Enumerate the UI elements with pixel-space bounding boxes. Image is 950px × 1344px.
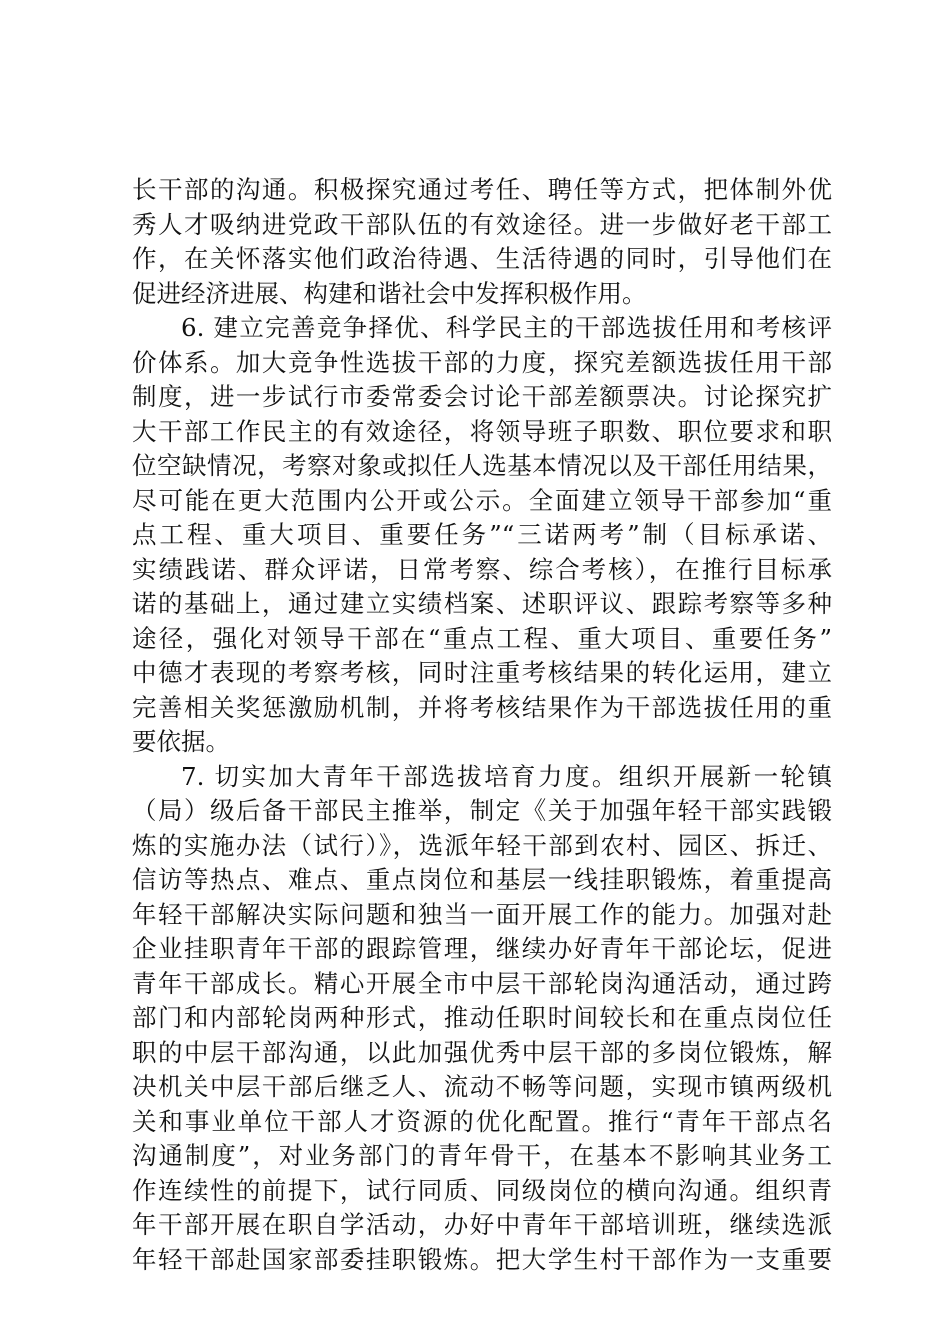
text-line: 企业挂职青年干部的跟踪管理，继续办好青年干部论坛，促进: [132, 934, 832, 963]
paragraph-7: [132, 760, 832, 1278]
text-line: 年干部开展在职自学活动，办好中青年干部培训班，继续选派: [132, 1210, 832, 1239]
text-line: 中德才表现的考察考核，同时注重考核结果的转化运用，建立: [132, 658, 832, 687]
text-line: 诺的基础上，通过建立实绩档案、述职评议、跟踪考察等多种: [132, 589, 832, 618]
text-line: 信访等热点、难点、重点岗位和基层一线挂职锻炼，着重提高: [132, 865, 832, 894]
text-line: 要依据。: [132, 727, 230, 756]
text-line: 价体系。加大竞争性选拔干部的力度，探究差额选拔任用干部: [132, 347, 832, 377]
text-line: 促进经济进展、构建和谐社会中发挥积极作用。: [132, 278, 647, 308]
text-line: 决机关中层干部后继乏人、流动不畅等问题，实现市镇两级机: [132, 1072, 832, 1101]
text-line: 尽可能在更大范围内公开或公示。全面建立领导干部参加“重: [132, 485, 832, 515]
text-line: 制度，进一步试行市委常委会讨论干部差额票决。讨论探究扩: [132, 382, 832, 411]
text-line: 大干部工作民主的有效途径，将领导班子职数、职位要求和职: [132, 416, 832, 446]
text-line: 点工程、重大项目、重要任务”“三诺两考”制（目标承诺、: [132, 520, 832, 549]
text-line: 长干部的沟通。积极探究通过考任、聘任等方式，把体制外优: [132, 175, 832, 204]
paragraph-continuation: [132, 173, 832, 311]
text-line: 关和事业单位干部人才资源的优化配置。推行“青年干部点名: [132, 1106, 832, 1136]
text-line: 青年干部成长。精心开展全市中层干部轮岗沟通活动，通过跨: [132, 968, 832, 998]
text-line: 年轻干部赴国家部委挂职锻炼。把大学生村干部作为一支重要: [132, 1244, 832, 1274]
text-line: 年轻干部解决实际问题和独当一面开展工作的能力。加强对赴: [132, 899, 832, 929]
document-body: [132, 173, 832, 1277]
text-line: 完善相关奖惩激励机制，并将考核结果作为干部选拔任用的重: [132, 692, 832, 722]
text-line: 炼的实施办法（试行）》，选派年轻干部到农村、园区、拆迁、: [132, 830, 832, 860]
text-line: 实绩践诺、群众评诺，日常考察、综合考核），在推行目标承: [132, 554, 832, 584]
paragraph-6: [132, 311, 832, 760]
text-line: 秀人才吸纳进党政干部队伍的有效途径。进一步做好老干部工: [132, 209, 832, 239]
text-line: 作连续性的前提下，试行同质、同级岗位的横向沟通。组织青: [132, 1175, 832, 1205]
text-line: 位空缺情况，考察对象或拟任人选基本情况以及干部任用结果，: [132, 451, 832, 480]
text-line: 作，在关怀落实他们政治待遇、生活待遇的同时，引导他们在: [132, 244, 832, 273]
text-line: 沟通制度”，对业务部门的青年骨干，在基本不影响其业务工: [132, 1141, 832, 1170]
text-line: 职的中层干部沟通，以此加强优秀中层干部的多岗位锻炼，解: [132, 1037, 832, 1067]
text-line: （局）级后备干部民主推举，制定《关于加强年轻干部实践锻: [132, 796, 832, 825]
text-line: 6. 建立完善竞争择优、科学民主的干部选拔任用和考核评: [181, 313, 832, 342]
text-line: 7. 切实加大青年干部选拔培育力度。组织开展新一轮镇: [181, 761, 832, 791]
text-line: 途径，强化对领导干部在“重点工程、重大项目、重要任务”: [132, 623, 832, 653]
text-line: 部门和内部轮岗两种形式，推动任职时间较长和在重点岗位任: [132, 1003, 832, 1032]
